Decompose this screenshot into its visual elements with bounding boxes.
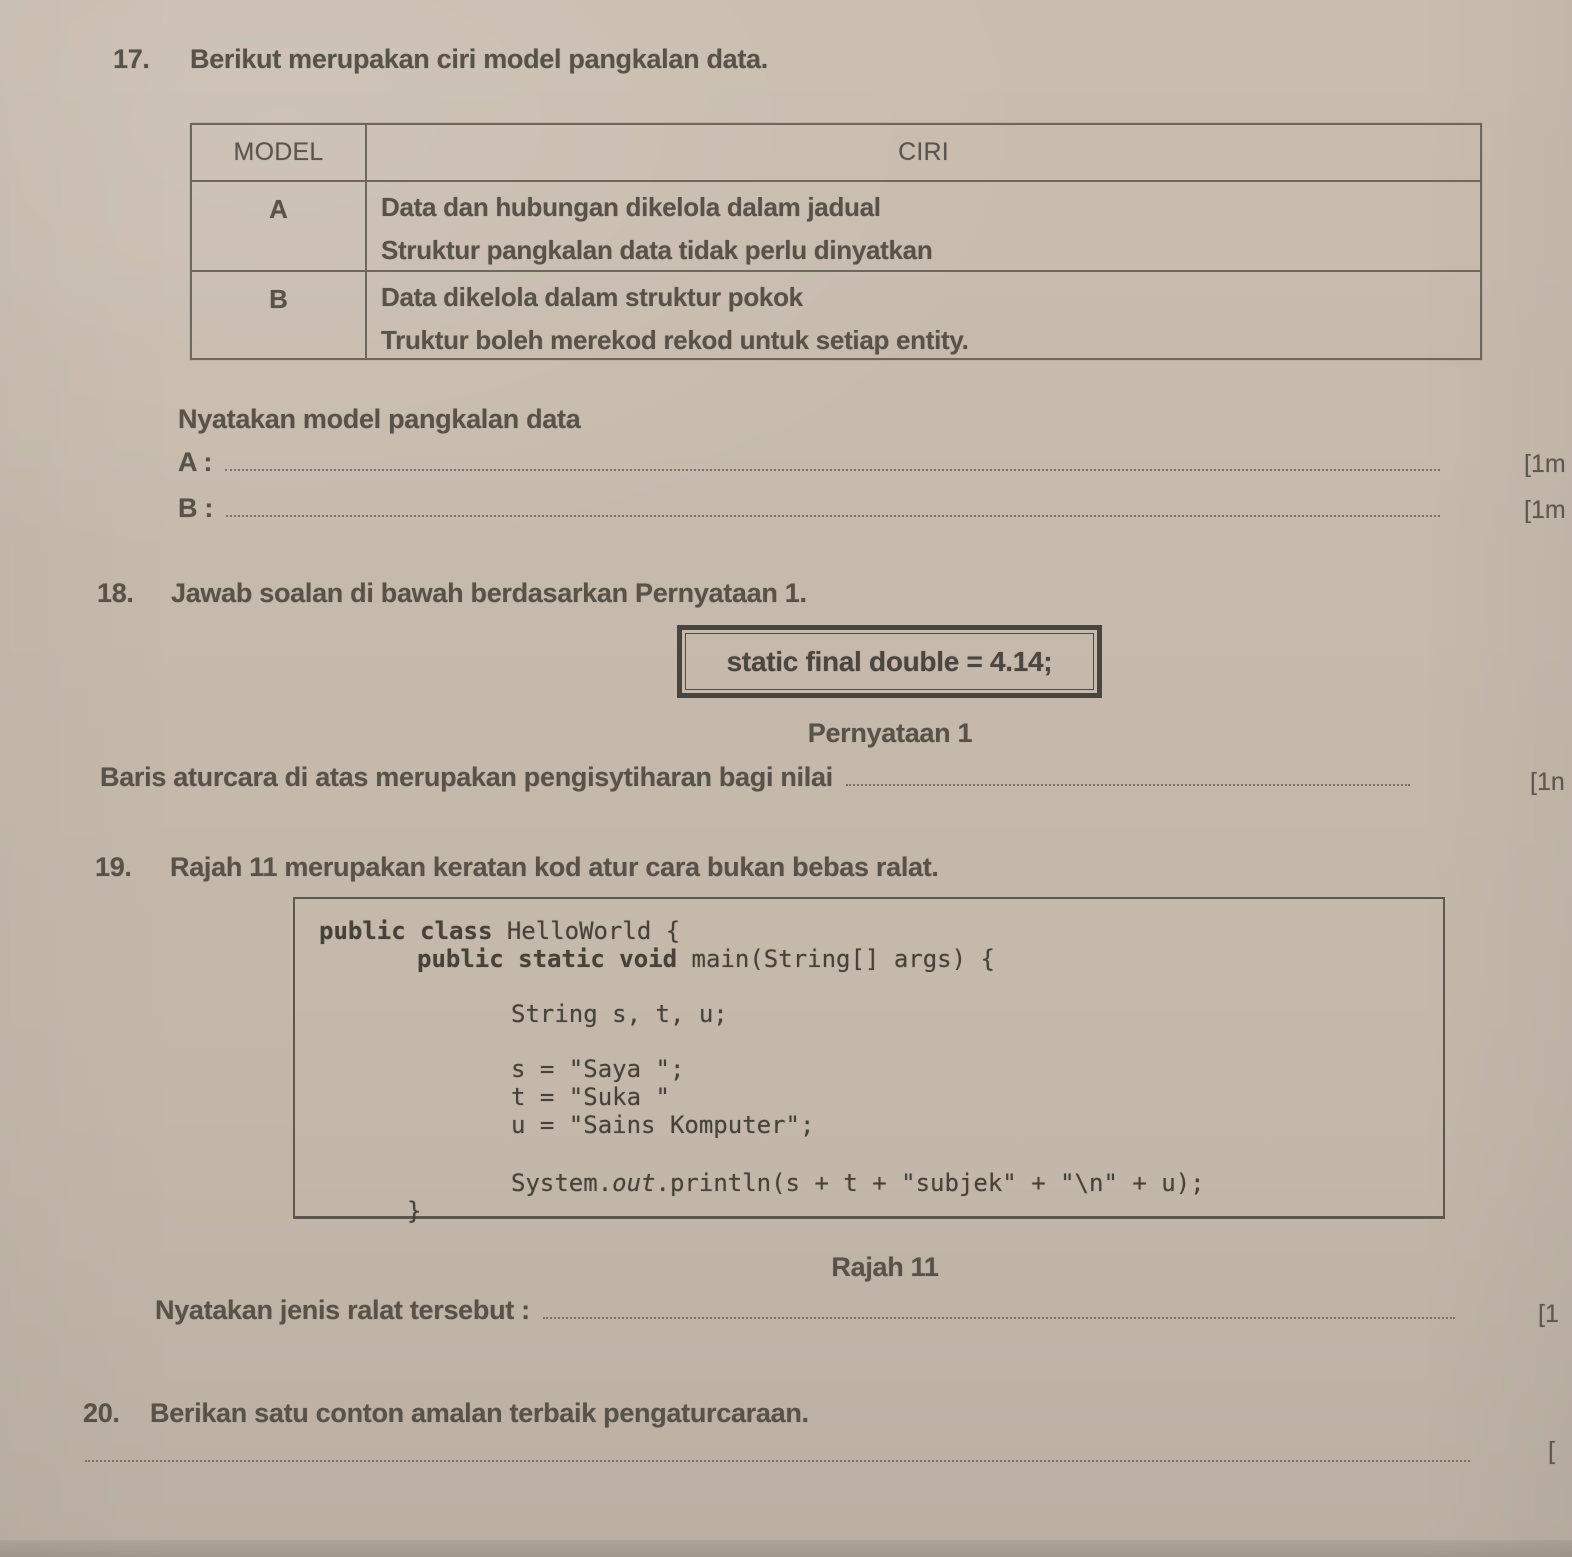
q19-answer-blank bbox=[543, 1295, 1455, 1319]
code-line-declaration: String s, t, u; bbox=[511, 1000, 728, 1028]
code-line-main bbox=[295, 945, 1443, 973]
q18-statement-box bbox=[677, 625, 1102, 698]
code-line-class bbox=[295, 917, 1443, 945]
q18-statement-code: static final double = 4.14; bbox=[685, 633, 1094, 690]
q19-question-line bbox=[155, 1295, 1455, 1326]
code-out-italic: out bbox=[612, 1169, 656, 1197]
q19-code-figure bbox=[293, 897, 1445, 1225]
q18-answer-blank bbox=[846, 762, 1410, 786]
q19-figure-caption: Rajah 11 bbox=[831, 1252, 939, 1282]
page-bottom-edge-shadow bbox=[0, 1540, 1572, 1557]
code-keyword-public-static-void: public static void bbox=[417, 945, 678, 973]
q20-answer-blank bbox=[85, 1446, 1470, 1462]
table-header-ciri: CIRI bbox=[898, 138, 949, 166]
table-row-a-model: A bbox=[192, 180, 367, 270]
table-row-b-ciri bbox=[367, 270, 1480, 358]
q17-answer-b-mark: [1m bbox=[1524, 496, 1566, 524]
q17-answer-a-mark: [1m bbox=[1524, 450, 1566, 478]
code-system: System. bbox=[511, 1169, 613, 1197]
code-blank-line bbox=[295, 1028, 1443, 1055]
q17-answer-b-blank bbox=[226, 493, 1440, 517]
code-blank-line bbox=[295, 1139, 1443, 1169]
q18-question-text: Baris aturcara di atas merupakan pengisytiharan bagi nilai bbox=[100, 762, 841, 792]
code-line-u-assign: u = "Sains Komputer"; bbox=[511, 1111, 815, 1139]
q17-answer-a-blank bbox=[225, 447, 1440, 471]
question-18-number: 18. bbox=[97, 578, 134, 608]
q17-answer-b-label: B : bbox=[178, 493, 221, 523]
question-19-title: Rajah 11 merupakan keratan kod atur cara bukan bebas ralat. bbox=[170, 852, 939, 882]
question-19-header bbox=[95, 852, 1495, 883]
code-blank-line bbox=[295, 973, 1443, 1000]
q17-answer-a-label: A : bbox=[178, 447, 220, 477]
table-row-b-model: B bbox=[192, 270, 367, 358]
code-line-closing-brace: } bbox=[407, 1197, 422, 1225]
q17-answer-line-a bbox=[178, 447, 1440, 478]
q17-prompt: Nyatakan model pangkalan data bbox=[178, 404, 581, 434]
q17-model-ciri-table bbox=[190, 123, 1482, 360]
question-17-title: Berikut merupakan ciri model pangkalan data. bbox=[190, 44, 768, 74]
code-println-args: .println(s + t + "subjek" + "\n" + u); bbox=[655, 1169, 1205, 1197]
question-17-header bbox=[113, 44, 1493, 75]
q18-statement-caption: Pernyataan 1 bbox=[807, 718, 973, 748]
code-line-s-assign: s = "Saya "; bbox=[511, 1055, 685, 1083]
q17-answer-line-b bbox=[178, 493, 1440, 524]
question-18-header bbox=[97, 578, 1497, 609]
table-row-b-ciri-line2: Truktur boleh merekod rekod untuk setiap entity. bbox=[381, 325, 969, 355]
code-line-println bbox=[295, 1169, 1443, 1197]
table-row-a-ciri-line2: Struktur pangkalan data tidak perlu dinyatkan bbox=[381, 235, 933, 265]
table-row-a-ciri bbox=[367, 180, 1480, 270]
q18-question-line bbox=[100, 762, 1410, 793]
q18-mark: [1n bbox=[1530, 768, 1565, 796]
q20-mark: [ bbox=[1548, 1437, 1555, 1465]
table-row-b-ciri-line1: Data dikelola dalam struktur pokok bbox=[381, 282, 803, 312]
code-line-t-assign: t = "Suka " bbox=[511, 1083, 670, 1111]
question-20-header bbox=[83, 1398, 1503, 1429]
q19-question-text: Nyatakan jenis ralat tersebut : bbox=[155, 1295, 538, 1325]
code-main-signature: main(String[] args) { bbox=[677, 945, 995, 973]
question-19-number: 19. bbox=[95, 852, 132, 882]
question-20-title: Berikan satu conton amalan terbaik pengaturcaraan. bbox=[150, 1398, 809, 1428]
table-header-model: MODEL bbox=[192, 125, 367, 180]
question-18-title: Jawab soalan di bawah berdasarkan Pernyataan 1. bbox=[171, 578, 807, 608]
question-17-number: 17. bbox=[113, 44, 150, 74]
question-20-number: 20. bbox=[83, 1398, 120, 1428]
code-keyword-public-class: public class bbox=[319, 917, 493, 945]
code-class-name: HelloWorld { bbox=[492, 917, 681, 945]
table-row-a-ciri-line1: Data dan hubungan dikelola dalam jadual bbox=[381, 192, 881, 222]
q19-mark: [1 bbox=[1538, 1300, 1559, 1328]
